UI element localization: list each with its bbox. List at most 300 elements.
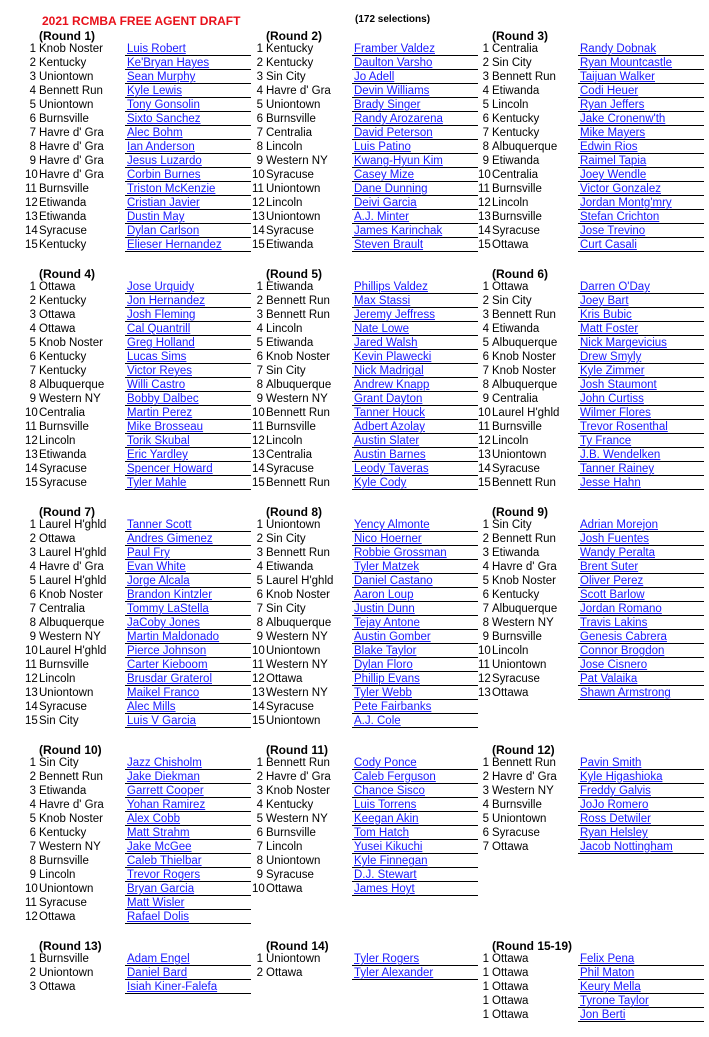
player-link[interactable]: Tanner Houck — [352, 407, 478, 420]
player-link[interactable]: Evan White — [125, 561, 251, 574]
pick-row — [25, 799, 251, 813]
player-link[interactable]: A.J. Minter — [352, 211, 478, 224]
player-link[interactable]: Ross Detwiler — [578, 813, 704, 826]
player-link[interactable]: Tommy LaStella — [125, 603, 251, 616]
pick-number: 7 — [29, 127, 36, 139]
pick-row — [478, 421, 704, 435]
player-link[interactable]: Connor Brogdon — [578, 645, 704, 658]
team-name: Havre d' Gra — [39, 561, 104, 573]
player-link[interactable]: Josh Fleming — [125, 309, 251, 322]
player-link[interactable]: Eric Yardley — [125, 449, 251, 462]
player-link[interactable]: Matt Foster — [578, 323, 704, 336]
pick-row — [478, 533, 704, 547]
player-link[interactable]: Dustin May — [125, 211, 251, 224]
player-link[interactable]: Jake Diekman — [125, 771, 251, 784]
team-name: Sin City — [266, 71, 306, 83]
player-link[interactable]: Tyler Webb — [352, 687, 478, 700]
player-link[interactable]: Jeremy Jeffress — [352, 309, 478, 322]
player-link[interactable]: Daniel Castano — [352, 575, 478, 588]
pick-row — [252, 113, 478, 127]
player-link[interactable]: Framber Valdez — [352, 43, 478, 56]
player-link[interactable]: Adbert Azolay — [352, 421, 478, 434]
team-name: Kentucky — [39, 57, 87, 69]
pick-row — [252, 575, 478, 589]
player-link[interactable]: Jon Hernandez — [125, 295, 251, 308]
player-link[interactable]: Maikel Franco — [125, 687, 251, 700]
player-link[interactable]: Mike Brosseau — [125, 421, 251, 434]
player-link[interactable]: Elieser Hernandez — [125, 239, 251, 252]
team-name: Ottawa — [39, 309, 76, 321]
team-name: Lincoln — [492, 99, 529, 111]
player-link[interactable]: Paul Fry — [125, 547, 251, 560]
player-link[interactable]: Deivi Garcia — [352, 197, 478, 210]
player-link[interactable]: Alec Mills — [125, 701, 251, 714]
player-link[interactable]: Andrew Knapp — [352, 379, 478, 392]
team-name: Western NY — [266, 393, 328, 405]
pick-row — [25, 673, 251, 687]
player-link[interactable]: Randy Arozarena — [352, 113, 478, 126]
player-link[interactable]: Randy Dobnak — [578, 43, 704, 56]
player-link[interactable]: Jared Walsh — [352, 337, 478, 350]
player-link[interactable]: Jake Cronenw'th — [578, 113, 704, 126]
player-link[interactable]: Spencer Howard — [125, 463, 251, 476]
player-link[interactable]: Ryan Mountcastle — [578, 57, 704, 70]
player-link[interactable]: J.B. Wendelken — [578, 449, 704, 462]
pick-number: 5 — [29, 99, 36, 111]
player-link[interactable]: Tanner Scott — [125, 519, 251, 532]
player-link[interactable]: Dylan Carlson — [125, 225, 251, 238]
player-link[interactable]: Darren O'Day — [578, 281, 704, 294]
player-link[interactable]: Jake McGee — [125, 841, 251, 854]
player-link[interactable]: Bryan Garcia — [125, 883, 251, 896]
team-name: Uniontown — [39, 883, 94, 895]
pick-row — [25, 351, 251, 365]
pick-row — [252, 393, 478, 407]
pick-row — [252, 855, 478, 869]
player-link[interactable]: Tony Gonsolin — [125, 99, 251, 112]
player-link[interactable]: Yusei Kikuchi — [352, 841, 478, 854]
player-link[interactable]: Nick Madrigal — [352, 365, 478, 378]
player-link[interactable]: Genesis Cabrera — [578, 631, 704, 644]
pick-row — [478, 813, 704, 827]
team-name: Centralia — [39, 407, 86, 419]
player-link[interactable]: Isiah Kiner-Falefa — [125, 981, 251, 994]
player-link[interactable]: Caleb Thielbar — [125, 855, 251, 868]
player-link[interactable]: Jesus Luzardo — [125, 155, 251, 168]
player-link[interactable]: Devin Williams — [352, 85, 478, 98]
team-name: Burnsville — [39, 953, 89, 965]
player-link[interactable]: Kyle Lewis — [125, 85, 251, 98]
player-link[interactable]: Keegan Akin — [352, 813, 478, 826]
pick-number: 9 — [29, 631, 36, 643]
player-link[interactable]: Jon Berti — [578, 1009, 704, 1022]
player-link[interactable]: Yohan Ramirez — [125, 799, 251, 812]
player-link[interactable]: Felix Pena — [578, 953, 704, 966]
pick-number: 1 — [482, 757, 489, 769]
player-link[interactable]: Brandon Kintzler — [125, 589, 251, 602]
player-link[interactable]: Jorge Alcala — [125, 575, 251, 588]
team-name: Uniontown — [39, 967, 94, 979]
team-name: Bennett Run — [492, 71, 556, 83]
pick-row — [478, 379, 704, 393]
pick-row — [25, 911, 251, 925]
player-link[interactable]: Lucas Sims — [125, 351, 251, 364]
pick-row — [25, 239, 251, 253]
player-link[interactable]: Joey Wendle — [578, 169, 704, 182]
player-link[interactable]: Luis V Garcia — [125, 715, 251, 728]
player-link[interactable]: Edwin Rios — [578, 141, 704, 154]
pick-row — [25, 127, 251, 141]
pick-number: 10 — [25, 407, 38, 419]
player-link[interactable]: Kyle Cody — [352, 477, 478, 490]
pick-number: 12 — [478, 673, 491, 685]
player-link[interactable]: Yency Almonte — [352, 519, 478, 532]
team-name: Etiwanda — [492, 85, 540, 97]
player-link[interactable]: Austin Slater — [352, 435, 478, 448]
pick-number: 1 — [29, 757, 36, 769]
team-name: Ottawa — [266, 967, 303, 979]
pick-row — [478, 995, 704, 1009]
pick-row — [252, 183, 478, 197]
player-link[interactable]: Josh Staumont — [578, 379, 704, 392]
player-link[interactable]: Dane Dunning — [352, 183, 478, 196]
pick-number: 4 — [29, 799, 36, 811]
team-name: Sin City — [266, 365, 306, 377]
pick-row — [25, 715, 251, 729]
player-link[interactable]: Pete Fairbanks — [352, 701, 478, 714]
pick-number: 9 — [29, 155, 36, 167]
pick-row — [252, 827, 478, 841]
pick-row — [478, 827, 704, 841]
team-name: Knob Noster — [266, 785, 330, 797]
team-name: Ottawa — [492, 841, 529, 853]
player-link[interactable]: Tanner Rainey — [578, 463, 704, 476]
player-link[interactable]: Max Stassi — [352, 295, 478, 308]
player-link[interactable]: Garrett Cooper — [125, 785, 251, 798]
player-link[interactable]: Caleb Ferguson — [352, 771, 478, 784]
pick-row — [25, 897, 251, 911]
team-name: Albuquerque — [492, 603, 558, 615]
player-link[interactable]: Victor Gonzalez — [578, 183, 704, 196]
player-link[interactable]: Luis Torrens — [352, 799, 478, 812]
pick-number: 13 — [252, 211, 265, 223]
pick-number: 12 — [252, 435, 265, 447]
pick-row — [25, 435, 251, 449]
player-link[interactable]: Phillips Valdez — [352, 281, 478, 294]
pick-number: 9 — [256, 393, 263, 405]
pick-row — [252, 869, 478, 883]
player-link[interactable]: Adam Engel — [125, 953, 251, 966]
player-link[interactable]: JoJo Romero — [578, 799, 704, 812]
player-link[interactable]: Tyler Rogers — [352, 953, 478, 966]
team-name: Western NY — [492, 617, 554, 629]
player-link[interactable]: Jacob Nottingham — [578, 841, 704, 854]
pick-number: 5 — [256, 813, 263, 825]
player-link[interactable]: Jazz Chisholm — [125, 757, 251, 770]
player-link[interactable]: Jose Cisnero — [578, 659, 704, 672]
player-link[interactable]: Carter Kieboom — [125, 659, 251, 672]
player-link[interactable]: Ryan Jeffers — [578, 99, 704, 112]
pick-number: 10 — [25, 645, 38, 657]
round-title: (Round 1) — [39, 29, 95, 43]
player-link[interactable]: Jose Urquidy — [125, 281, 251, 294]
player-link[interactable]: Mike Mayers — [578, 127, 704, 140]
pick-number: 9 — [29, 869, 36, 881]
player-link[interactable]: Bobby Dalbec — [125, 393, 251, 406]
pick-number: 11 — [478, 421, 490, 433]
team-name: Etiwanda — [266, 239, 314, 251]
player-link[interactable]: Torik Skubal — [125, 435, 251, 448]
team-name: Bennett Run — [39, 771, 103, 783]
player-link[interactable]: Willi Castro — [125, 379, 251, 392]
team-name: Albuquerque — [266, 617, 332, 629]
team-name: Lincoln — [266, 841, 303, 853]
player-link[interactable]: Jose Trevino — [578, 225, 704, 238]
player-link[interactable]: Blake Taylor — [352, 645, 478, 658]
pick-row — [478, 981, 704, 995]
player-link[interactable]: Austin Barnes — [352, 449, 478, 462]
player-link[interactable]: Kyle Zimmer — [578, 365, 704, 378]
team-name: Albuquerque — [39, 617, 105, 629]
team-name: Knob Noster — [492, 365, 556, 377]
team-name: Havre d' Gra — [266, 771, 331, 783]
player-link[interactable]: Kyle Higashioka — [578, 771, 704, 784]
pick-number: 7 — [256, 841, 263, 853]
player-link[interactable]: Phil Maton — [578, 967, 704, 980]
pick-number: 8 — [256, 141, 263, 153]
team-name: Lincoln — [39, 673, 76, 685]
round-title: (Round 14) — [266, 939, 329, 953]
player-link[interactable]: John Curtiss — [578, 393, 704, 406]
player-link[interactable]: Dylan Floro — [352, 659, 478, 672]
player-link[interactable]: Robbie Grossman — [352, 547, 478, 560]
player-link[interactable]: Leody Taveras — [352, 463, 478, 476]
player-link[interactable]: Oliver Perez — [578, 575, 704, 588]
player-link[interactable]: Wilmer Flores — [578, 407, 704, 420]
team-name: Albuquerque — [492, 337, 558, 349]
pick-number: 11 — [478, 183, 490, 195]
pick-number: 15 — [478, 477, 491, 489]
player-link[interactable]: Curt Casali — [578, 239, 704, 252]
pick-row — [252, 379, 478, 393]
team-name: Albuquerque — [266, 379, 332, 391]
pick-row — [252, 155, 478, 169]
player-link[interactable]: Sean Murphy — [125, 71, 251, 84]
player-link[interactable]: Alec Bohm — [125, 127, 251, 140]
pick-row — [252, 365, 478, 379]
pick-number: 8 — [29, 855, 36, 867]
pick-number: 14 — [25, 701, 38, 713]
pick-number: 1 — [482, 967, 489, 979]
player-link[interactable]: James Hoyt — [352, 883, 478, 896]
pick-row — [25, 477, 251, 491]
player-link[interactable]: Aaron Loup — [352, 589, 478, 602]
player-link[interactable]: Kwang-Hyun Kim — [352, 155, 478, 168]
round-block — [478, 939, 704, 1027]
pick-row — [25, 687, 251, 701]
player-link[interactable]: Josh Fuentes — [578, 533, 704, 546]
team-name: Knob Noster — [39, 43, 103, 55]
pick-number: 10 — [252, 883, 265, 895]
round-block — [478, 267, 704, 495]
player-link[interactable]: Taijuan Walker — [578, 71, 704, 84]
player-link[interactable]: Matt Wisler — [125, 897, 251, 910]
player-link[interactable]: Tejay Antone — [352, 617, 478, 630]
player-link[interactable]: Travis Lakins — [578, 617, 704, 630]
player-link[interactable]: Raimel Tapia — [578, 155, 704, 168]
pick-number: 1 — [29, 281, 36, 293]
pick-number: 13 — [478, 449, 491, 461]
player-link[interactable]: David Peterson — [352, 127, 478, 140]
player-link[interactable]: Daulton Varsho — [352, 57, 478, 70]
pick-row — [252, 337, 478, 351]
player-link[interactable]: Tyler Alexander — [352, 967, 478, 980]
pick-number: 13 — [478, 687, 491, 699]
pick-row — [478, 757, 704, 771]
player-link[interactable]: Nico Hoerner — [352, 533, 478, 546]
pick-number: 6 — [256, 827, 263, 839]
player-link[interactable]: Ke'Bryan Hayes — [125, 57, 251, 70]
player-link[interactable]: JaCoby Jones — [125, 617, 251, 630]
team-name: Syracuse — [39, 701, 87, 713]
player-link[interactable]: Tyrone Taylor — [578, 995, 704, 1008]
player-link[interactable]: Luis Robert — [125, 43, 251, 56]
player-link[interactable]: Corbin Burnes — [125, 169, 251, 182]
pick-number: 4 — [256, 799, 263, 811]
player-link[interactable]: Martin Perez — [125, 407, 251, 420]
player-link[interactable]: Austin Gomber — [352, 631, 478, 644]
player-link[interactable]: Wandy Peralta — [578, 547, 704, 560]
player-link[interactable]: Casey Mize — [352, 169, 478, 182]
pick-row — [478, 589, 704, 603]
pick-number: 13 — [25, 449, 38, 461]
pick-row — [478, 239, 704, 253]
player-link[interactable]: Cristian Javier — [125, 197, 251, 210]
pick-row — [478, 477, 704, 491]
player-link[interactable]: Sixto Sanchez — [125, 113, 251, 126]
player-link[interactable]: Kyle Finnegan — [352, 855, 478, 868]
pick-number: 15 — [25, 239, 38, 251]
player-link[interactable]: Brady Singer — [352, 99, 478, 112]
player-link[interactable]: Pierce Johnson — [125, 645, 251, 658]
player-link[interactable]: Andres Gimenez — [125, 533, 251, 546]
pick-number: 2 — [256, 771, 263, 783]
player-link[interactable]: Freddy Galvis — [578, 785, 704, 798]
player-link[interactable]: Kris Bubic — [578, 309, 704, 322]
team-name: Sin City — [266, 603, 306, 615]
team-name: Western NY — [266, 155, 328, 167]
player-link[interactable]: Cal Quantrill — [125, 323, 251, 336]
player-link[interactable]: Jordan Montg'mry — [578, 197, 704, 210]
pick-row — [252, 211, 478, 225]
team-name: Uniontown — [39, 99, 94, 111]
round-block — [25, 29, 251, 257]
player-link[interactable]: Rafael Dolis — [125, 911, 251, 924]
player-link[interactable]: Ty France — [578, 435, 704, 448]
pick-row — [478, 141, 704, 155]
pick-number: 8 — [482, 379, 489, 391]
player-link[interactable]: Ryan Helsley — [578, 827, 704, 840]
player-link[interactable]: Keury Mella — [578, 981, 704, 994]
pick-number: 15 — [25, 477, 38, 489]
pick-number: 2 — [482, 533, 489, 545]
player-link[interactable]: Stefan Crichton — [578, 211, 704, 224]
team-name: Albuquerque — [492, 141, 558, 153]
pick-number: 6 — [29, 827, 36, 839]
team-name: Laurel H'ghld — [266, 575, 334, 587]
player-link[interactable]: Joey Bart — [578, 295, 704, 308]
player-link[interactable]: Triston McKenzie — [125, 183, 251, 196]
player-link[interactable]: Nate Lowe — [352, 323, 478, 336]
pick-row — [25, 71, 251, 85]
pick-number: 5 — [29, 813, 36, 825]
pick-row — [478, 659, 704, 673]
player-link[interactable]: Drew Smyly — [578, 351, 704, 364]
pick-number: 1 — [482, 953, 489, 965]
player-link[interactable]: Jo Adell — [352, 71, 478, 84]
player-link[interactable]: Ian Anderson — [125, 141, 251, 154]
player-link[interactable]: Scott Barlow — [578, 589, 704, 602]
player-link[interactable]: Luis Patino — [352, 141, 478, 154]
player-link[interactable]: Trevor Rosenthal — [578, 421, 704, 434]
player-link[interactable]: Nick Margevicius — [578, 337, 704, 350]
player-link[interactable]: Greg Holland — [125, 337, 251, 350]
player-link[interactable]: Alex Cobb — [125, 813, 251, 826]
pick-row — [478, 211, 704, 225]
player-link[interactable]: Victor Reyes — [125, 365, 251, 378]
pick-row — [478, 113, 704, 127]
player-link[interactable]: Steven Brault — [352, 239, 478, 252]
player-link[interactable]: Chance Sisco — [352, 785, 478, 798]
pick-number: 7 — [256, 365, 263, 377]
player-link[interactable]: James Karinchak — [352, 225, 478, 238]
player-link[interactable]: Tom Hatch — [352, 827, 478, 840]
team-name: Havre d' Gra — [39, 155, 104, 167]
team-name: Sin City — [266, 533, 306, 545]
player-link[interactable]: Jesse Hahn — [578, 477, 704, 490]
pick-number: 2 — [256, 533, 263, 545]
player-link[interactable]: Grant Dayton — [352, 393, 478, 406]
player-link[interactable]: Phillip Evans — [352, 673, 478, 686]
player-link[interactable]: Tyler Mahle — [125, 477, 251, 490]
player-link[interactable]: Pat Valaika — [578, 673, 704, 686]
pick-row — [252, 841, 478, 855]
pick-row — [252, 421, 478, 435]
round-title: (Round 2) — [266, 29, 322, 43]
player-link[interactable]: Jordan Romano — [578, 603, 704, 616]
player-link[interactable]: Codi Heuer — [578, 85, 704, 98]
player-link[interactable]: Adrian Morejon — [578, 519, 704, 532]
player-link[interactable]: D.J. Stewart — [352, 869, 478, 882]
player-link[interactable]: Pavin Smith — [578, 757, 704, 770]
team-name: Knob Noster — [39, 813, 103, 825]
player-link[interactable]: Matt Strahm — [125, 827, 251, 840]
player-link[interactable]: Brent Suter — [578, 561, 704, 574]
player-link[interactable]: Justin Dunn — [352, 603, 478, 616]
player-link[interactable]: Martin Maldonado — [125, 631, 251, 644]
pick-number: 1 — [482, 1009, 489, 1021]
team-name: Uniontown — [266, 211, 321, 223]
player-link[interactable]: Daniel Bard — [125, 967, 251, 980]
player-link[interactable]: Trevor Rogers — [125, 869, 251, 882]
pick-number: 7 — [256, 127, 263, 139]
player-link[interactable]: Brusdar Graterol — [125, 673, 251, 686]
player-link[interactable]: Cody Ponce — [352, 757, 478, 770]
player-link[interactable]: A.J. Cole — [352, 715, 478, 728]
player-link[interactable]: Tyler Matzek — [352, 561, 478, 574]
player-link[interactable]: Shawn Armstrong — [578, 687, 704, 700]
player-link[interactable]: Kevin Plawecki — [352, 351, 478, 364]
